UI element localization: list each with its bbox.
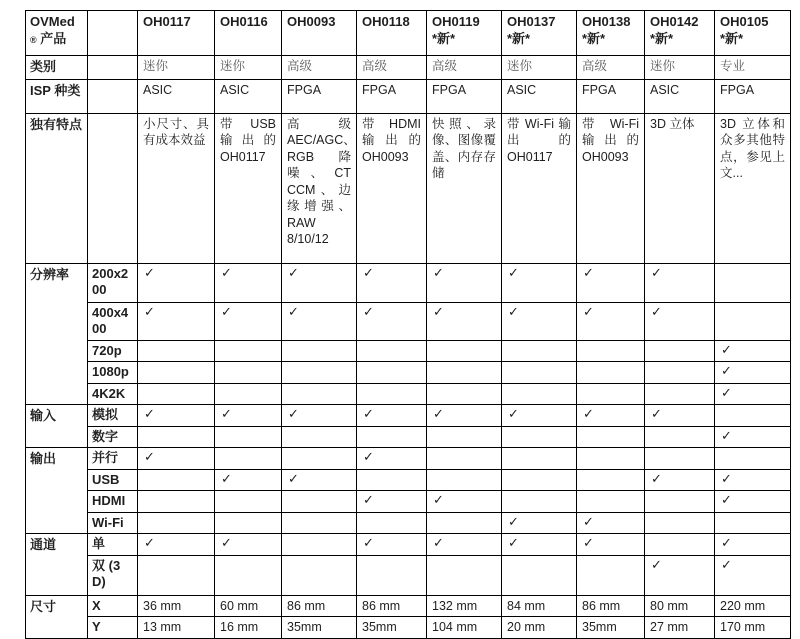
product-header: OH0117 <box>138 11 215 56</box>
table-row-features <box>26 113 791 263</box>
check-cell: ✓ <box>715 469 791 491</box>
check-cell: ✓ <box>427 491 502 513</box>
check-cell: ✓ <box>715 534 791 556</box>
check-cell: ✓ <box>577 263 645 302</box>
check-cell <box>645 383 715 405</box>
table-row <box>26 302 791 340</box>
row-sublabel: 400x400 <box>88 302 138 340</box>
table-row-input <box>26 405 791 427</box>
check-cell <box>645 362 715 384</box>
cell: 小尺寸、具有成本效益 <box>138 113 215 263</box>
check-cell: ✓ <box>645 405 715 427</box>
cell: 高级 <box>427 56 502 80</box>
check-cell <box>715 263 791 302</box>
row-sublabel: 模拟 <box>88 405 138 427</box>
check-cell: ✓ <box>357 448 427 470</box>
cell: 27 mm <box>645 617 715 639</box>
row-label: 尺寸 <box>26 595 88 639</box>
table-row <box>26 555 791 595</box>
check-cell: ✓ <box>715 426 791 448</box>
check-cell: ✓ <box>427 302 502 340</box>
check-cell: ✓ <box>138 448 215 470</box>
cell: 35mm <box>357 617 427 639</box>
table-row-channel <box>26 534 791 556</box>
check-cell: ✓ <box>427 405 502 427</box>
cell: 35mm <box>282 617 357 639</box>
cell: 迷你 <box>502 56 577 80</box>
cell: ASIC <box>645 79 715 113</box>
registered-mark: ® <box>30 34 37 45</box>
row-sublabel <box>88 113 138 263</box>
check-cell <box>427 469 502 491</box>
check-cell: ✓ <box>645 302 715 340</box>
corner-line2: ® 产品 <box>30 30 67 46</box>
row-sublabel: 1080p <box>88 362 138 384</box>
cell: 60 mm <box>215 595 282 617</box>
row-label: 类别 <box>26 56 88 80</box>
check-cell <box>215 512 282 534</box>
check-cell: ✓ <box>215 469 282 491</box>
check-cell <box>215 383 282 405</box>
check-cell <box>357 383 427 405</box>
cell: 高级 <box>357 56 427 80</box>
check-cell <box>427 555 502 595</box>
cell: 迷你 <box>138 56 215 80</box>
row-sublabel <box>88 79 138 113</box>
check-cell <box>282 534 357 556</box>
check-cell: ✓ <box>138 405 215 427</box>
cell: ASIC <box>502 79 577 113</box>
cell: 13 mm <box>138 617 215 639</box>
cell: 带 Wi-Fi 输出的 OH0117 <box>502 113 577 263</box>
table-row-isp <box>26 79 791 113</box>
check-cell <box>138 426 215 448</box>
row-label: 输出 <box>26 448 88 534</box>
check-cell <box>577 491 645 513</box>
check-cell <box>138 555 215 595</box>
check-cell: ✓ <box>282 405 357 427</box>
cell: FPGA <box>715 79 791 113</box>
check-cell: ✓ <box>715 555 791 595</box>
cell: 86 mm <box>357 595 427 617</box>
cell: 迷你 <box>215 56 282 80</box>
check-cell: ✓ <box>282 263 357 302</box>
product-header: OH0118 <box>357 11 427 56</box>
check-cell <box>577 383 645 405</box>
row-sublabel: Wi-Fi <box>88 512 138 534</box>
table-row <box>26 491 791 513</box>
product-header: OH0137 *新* <box>502 11 577 56</box>
table-row-size-x <box>26 595 791 617</box>
table-row <box>26 340 791 362</box>
row-label: ISP 种类 <box>26 79 88 113</box>
table-row-output <box>26 448 791 470</box>
check-cell <box>357 362 427 384</box>
product-header: OH0105 *新* <box>715 11 791 56</box>
row-label: 独有特点 <box>26 113 88 263</box>
check-cell <box>645 534 715 556</box>
check-cell <box>577 340 645 362</box>
check-cell: ✓ <box>577 405 645 427</box>
check-cell <box>282 340 357 362</box>
row-sublabel: 4K2K <box>88 383 138 405</box>
check-cell <box>215 448 282 470</box>
check-cell: ✓ <box>138 302 215 340</box>
cell: 16 mm <box>215 617 282 639</box>
check-cell <box>645 340 715 362</box>
check-cell: ✓ <box>645 555 715 595</box>
check-cell <box>215 340 282 362</box>
check-cell: ✓ <box>357 263 427 302</box>
product-header: OH0116 <box>215 11 282 56</box>
check-cell <box>282 512 357 534</box>
check-cell: ✓ <box>282 302 357 340</box>
check-cell <box>357 469 427 491</box>
cell: 35mm <box>577 617 645 639</box>
check-cell <box>138 340 215 362</box>
cell: 20 mm <box>502 617 577 639</box>
check-cell: ✓ <box>502 534 577 556</box>
check-cell: ✓ <box>427 263 502 302</box>
table-row <box>26 426 791 448</box>
cell: 80 mm <box>645 595 715 617</box>
check-cell <box>138 512 215 534</box>
check-cell <box>138 362 215 384</box>
check-cell <box>577 426 645 448</box>
check-cell <box>282 448 357 470</box>
check-cell: ✓ <box>715 491 791 513</box>
check-cell <box>282 383 357 405</box>
row-sublabel: HDMI <box>88 491 138 513</box>
corner-cell <box>26 11 88 56</box>
check-cell <box>138 469 215 491</box>
row-sublabel: 720p <box>88 340 138 362</box>
check-cell: ✓ <box>502 405 577 427</box>
check-cell <box>502 383 577 405</box>
check-cell <box>357 426 427 448</box>
table-row <box>26 512 791 534</box>
cell: 迷你 <box>645 56 715 80</box>
product-header: OH0138 *新* <box>577 11 645 56</box>
cell: 高级 <box>282 56 357 80</box>
check-cell: ✓ <box>715 362 791 384</box>
cell: ASIC <box>138 79 215 113</box>
row-sublabel: Y <box>88 617 138 639</box>
check-cell <box>577 362 645 384</box>
check-cell <box>282 555 357 595</box>
check-cell: ✓ <box>357 491 427 513</box>
check-cell <box>577 469 645 491</box>
row-sublabel: 并行 <box>88 448 138 470</box>
table-row-category <box>26 56 791 80</box>
cell: 3D 立体和众多其他特点，参见上文... <box>715 113 791 263</box>
check-cell <box>282 362 357 384</box>
check-cell: ✓ <box>215 302 282 340</box>
check-cell <box>357 340 427 362</box>
check-cell: ✓ <box>357 302 427 340</box>
cell: 带 USB 输出的 OH0117 <box>215 113 282 263</box>
check-cell: ✓ <box>357 534 427 556</box>
check-cell: ✓ <box>427 534 502 556</box>
check-cell <box>502 555 577 595</box>
cell: 带 Wi-Fi 输出的 OH0093 <box>577 113 645 263</box>
check-cell <box>215 426 282 448</box>
table-row-resolution <box>26 263 791 302</box>
check-cell <box>577 448 645 470</box>
check-cell <box>645 512 715 534</box>
check-cell: ✓ <box>715 383 791 405</box>
header-row <box>26 11 791 56</box>
check-cell: ✓ <box>357 405 427 427</box>
row-sublabel <box>88 56 138 80</box>
check-cell: ✓ <box>577 512 645 534</box>
cell: 220 mm <box>715 595 791 617</box>
row-label: 输入 <box>26 405 88 448</box>
check-cell <box>138 491 215 513</box>
row-sublabel: X <box>88 595 138 617</box>
check-cell <box>282 426 357 448</box>
check-cell <box>215 491 282 513</box>
check-cell: ✓ <box>645 263 715 302</box>
corner-sub-cell <box>88 11 138 56</box>
check-cell: ✓ <box>577 534 645 556</box>
check-cell <box>502 426 577 448</box>
check-cell <box>427 340 502 362</box>
row-label: 分辨率 <box>26 263 88 405</box>
check-cell <box>715 512 791 534</box>
cell: 专业 <box>715 56 791 80</box>
row-sublabel: 数字 <box>88 426 138 448</box>
cell: 170 mm <box>715 617 791 639</box>
check-cell: ✓ <box>715 340 791 362</box>
check-cell: ✓ <box>502 263 577 302</box>
cell: FPGA <box>427 79 502 113</box>
check-cell <box>502 362 577 384</box>
check-cell <box>357 512 427 534</box>
check-cell: ✓ <box>502 302 577 340</box>
check-cell <box>577 555 645 595</box>
row-sublabel: 双 (3D) <box>88 555 138 595</box>
check-cell: ✓ <box>502 512 577 534</box>
cell: 86 mm <box>282 595 357 617</box>
check-cell <box>282 491 357 513</box>
table-row <box>26 383 791 405</box>
check-cell <box>715 302 791 340</box>
check-cell <box>715 448 791 470</box>
check-cell <box>427 512 502 534</box>
table-row <box>26 469 791 491</box>
row-sublabel: USB <box>88 469 138 491</box>
cell: ASIC <box>215 79 282 113</box>
cell: 高级 AEC/AGC、RGB 降噪、CT CCM、边缘增强、RAW 8/10/12 <box>282 113 357 263</box>
check-cell <box>357 555 427 595</box>
check-cell <box>715 405 791 427</box>
cell: FPGA <box>577 79 645 113</box>
check-cell <box>427 448 502 470</box>
check-cell: ✓ <box>645 469 715 491</box>
product-comparison-table <box>25 10 791 639</box>
check-cell <box>502 491 577 513</box>
check-cell: ✓ <box>138 263 215 302</box>
cell: 84 mm <box>502 595 577 617</box>
row-label: 通道 <box>26 534 88 596</box>
check-cell: ✓ <box>215 405 282 427</box>
cell: 36 mm <box>138 595 215 617</box>
cell: 快照、录像、图像覆盖、内存存储 <box>427 113 502 263</box>
table-row <box>26 362 791 384</box>
cell: 104 mm <box>427 617 502 639</box>
cell: 高级 <box>577 56 645 80</box>
check-cell <box>645 448 715 470</box>
cell: FPGA <box>357 79 427 113</box>
row-sublabel: 单 <box>88 534 138 556</box>
check-cell <box>427 362 502 384</box>
corner-line1: OVMed <box>30 14 75 29</box>
check-cell <box>215 555 282 595</box>
check-cell <box>215 362 282 384</box>
cell: 带 HDMI 输出的 OH0093 <box>357 113 427 263</box>
cell: 3D 立体 <box>645 113 715 263</box>
check-cell <box>502 340 577 362</box>
row-sublabel: 200x200 <box>88 263 138 302</box>
check-cell <box>427 426 502 448</box>
check-cell <box>502 469 577 491</box>
check-cell <box>427 383 502 405</box>
cell: 86 mm <box>577 595 645 617</box>
check-cell <box>502 448 577 470</box>
check-cell: ✓ <box>215 263 282 302</box>
check-cell: ✓ <box>282 469 357 491</box>
check-cell <box>138 383 215 405</box>
check-cell: ✓ <box>577 302 645 340</box>
check-cell <box>645 426 715 448</box>
product-header: OH0093 <box>282 11 357 56</box>
check-cell: ✓ <box>138 534 215 556</box>
cell: FPGA <box>282 79 357 113</box>
check-cell: ✓ <box>215 534 282 556</box>
check-cell <box>645 491 715 513</box>
product-header: OH0142 *新* <box>645 11 715 56</box>
product-header: OH0119 *新* <box>427 11 502 56</box>
cell: 132 mm <box>427 595 502 617</box>
